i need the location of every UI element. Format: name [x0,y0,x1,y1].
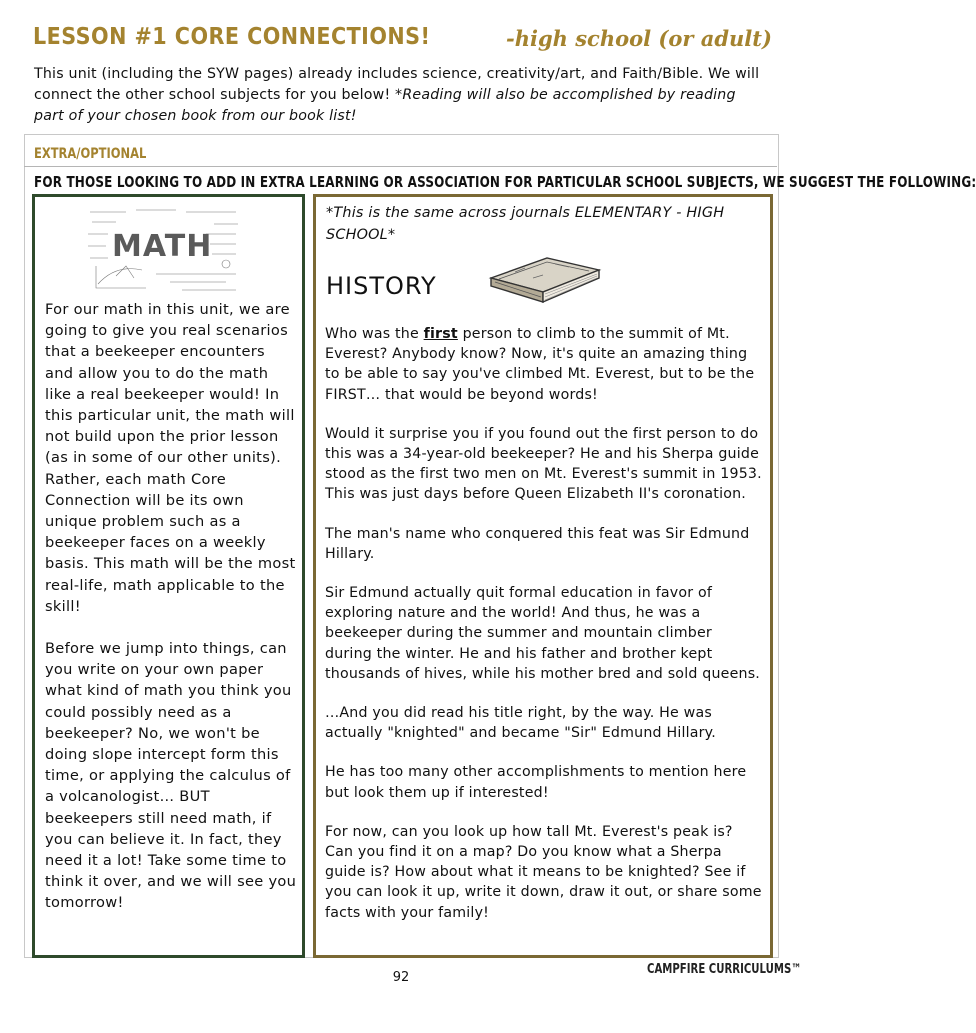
journal-note: *This is the same across journals ELEMENTARY - HIGH SCHOOL* [326,205,725,243]
intro-paragraph [34,64,764,127]
page-number: 92 [392,970,410,985]
history-title: HISTORY [326,272,437,300]
history-p1-after: person to climb to the summit of Mt. Everest? Anybody know? Now, it's quite an amazing thing to be able to say you've climbed Mt. Everest, but to be the FIRST… that would be beyond words! [325,326,755,403]
intro-reading-note: *Reading will also be accomplished by reading part of your chosen book from our book list! [34,87,736,124]
history-paragraph: For now, can you look up how tall Mt. Everest's peak is? Can you find it on a map? Do you know what a Sherpa guide is? How about what it means to be knighted? See if you can look it up, write it down, draw it out, or share some facts with your family! [325,823,762,921]
book-icon [485,248,603,308]
history-first-emphasis: first [423,326,458,342]
history-paragraph: He has too many other accomplishments to mention here but look them up if interested! [325,764,747,801]
extra-optional-label: EXTRA/OPTIONAL [34,146,147,162]
history-paragraph: The man's name who conquered this feat was Sir Edmund Hillary. [325,525,750,562]
history-paragraph [325,324,762,405]
intro-text: This unit (including the SYW pages) already includes science, creativity/art, and Faith/Bible. We will connect the other school subjects for you below! [34,66,760,103]
math-paragraph: For our math in this unit, we are going to give you real scenarios that a beekeeper encounters and allow you to do the math like a real beekeeper would! In this particular unit, the math will not build upon the prior lesson (as in some of our other units). Rather, each math Core Connection will be its own unique problem such as a beekeeper faces on a weekly basis. This math will be the most real-life, math applicable to the skill! [45,301,296,615]
suggestion-heading: FOR THOSE LOOKING TO ADD IN EXTRA LEARNING OR ASSOCIATION FOR PARTICULAR SCHOOL SUBJECTS, WE SUGGEST THE FOLLOWING: [34,173,976,191]
section-divider [24,166,777,167]
brand-footer: CAMPFIRE CURRICULUMS™ [647,962,802,977]
lesson-title: LESSON #1 CORE CONNECTIONS! [33,24,431,50]
math-text [45,299,297,935]
history-paragraph: …And you did read his title right, by the way. He was actually "knighted" and became "Sir" Edmund Hillary. [325,705,716,742]
math-paragraph: Before we jump into things, can you write on your own paper what kind of math you think you could possibly need as a beekeeper? No, we won't be doing slope intercept form this time, or applying the calculus of a volcanologist… BUT beekeepers still need math, if you can believe it. In fact, they need it a lot! Take some time to think it over, and we will see you tomorrow! [45,640,297,912]
audience-label: -high school (or adult) [506,26,772,51]
history-paragraph: Would it surprise you if you found out the first person to do this was a 34-year-old beekeeper? He and his Sherpa guide stood as the first two men on Mt. Everest's summit in 1953. This was just days before Queen Elizabeth II's coronation. [325,425,762,503]
history-p1-before: Who was the [325,326,424,342]
history-paragraph: Sir Edmund actually quit formal education in favor of exploring nature and the world! And thus, he was a beekeeper during the summer and mountain climber during the winter. He and his father and brother kept thousands of hives, while his mother bred and sold queens. [325,585,760,682]
math-logo-image [86,204,242,292]
math-logo-word: MATH [112,229,213,264]
history-text [325,324,762,942]
